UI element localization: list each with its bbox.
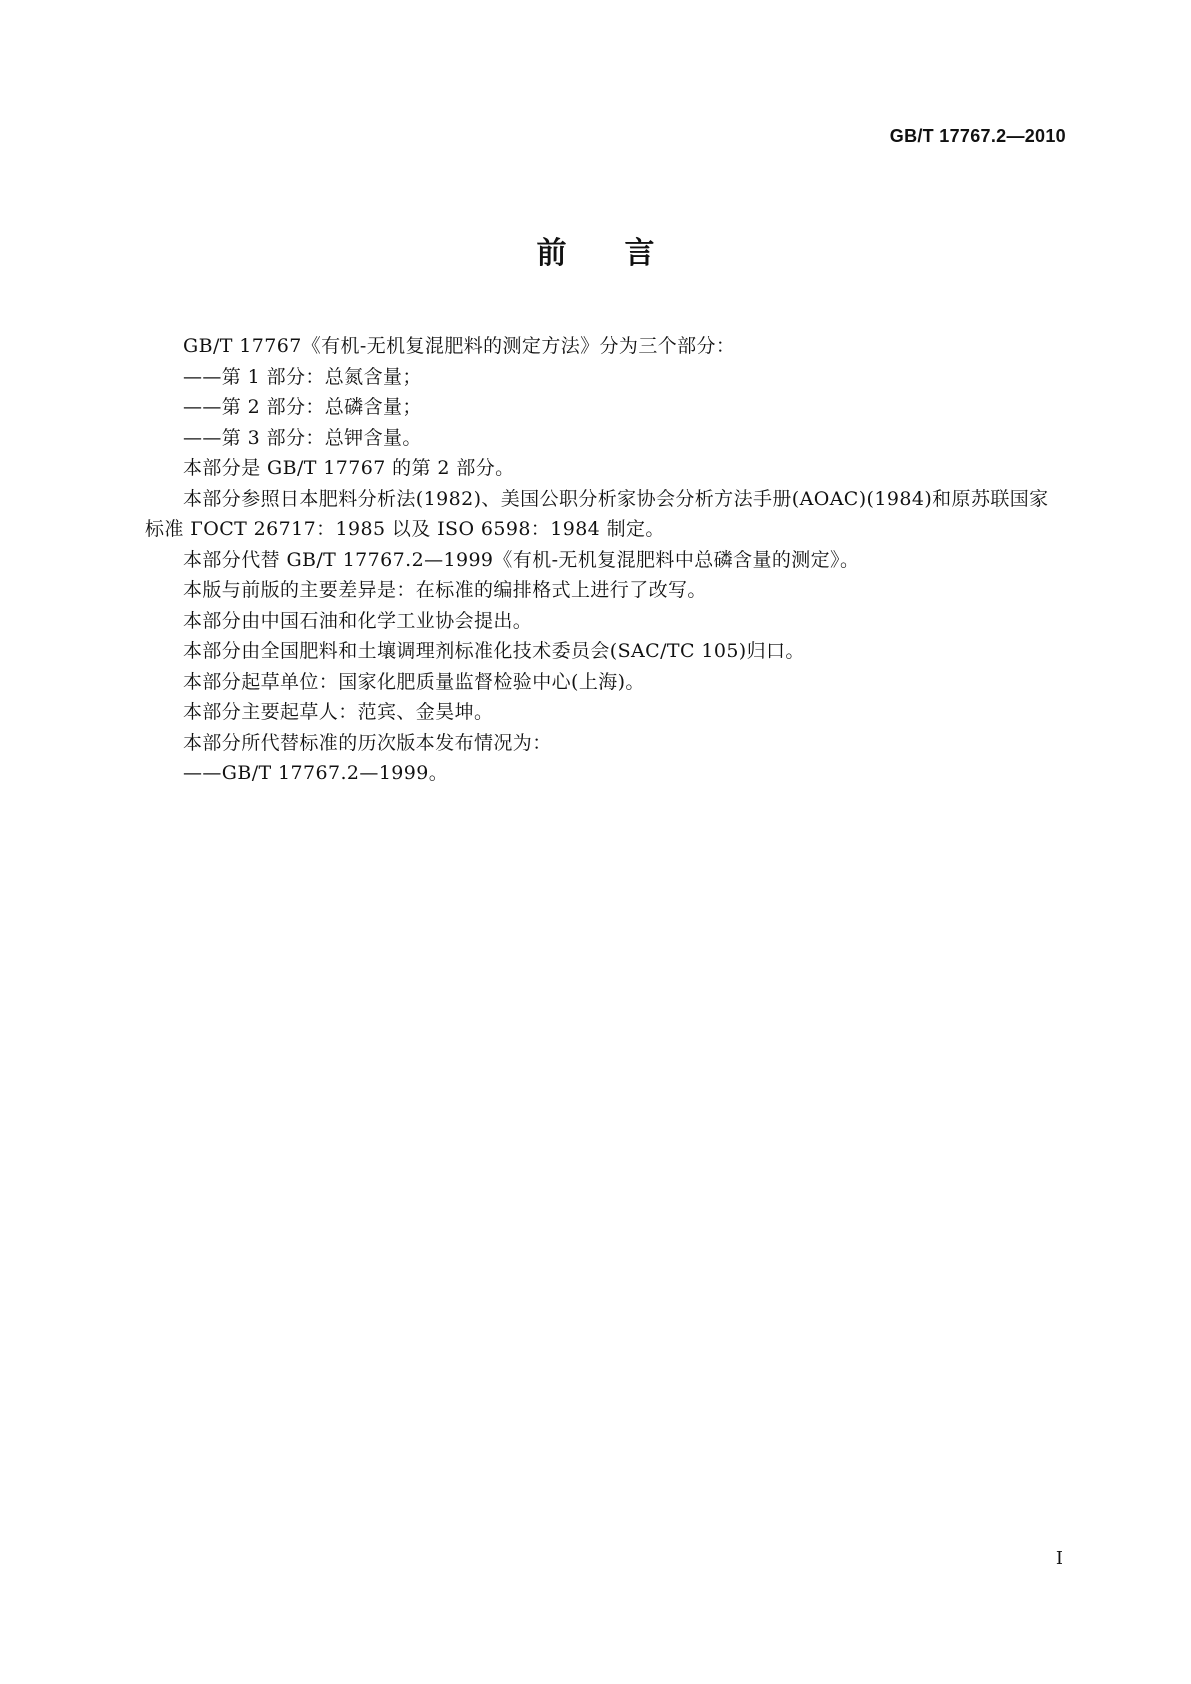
foreword-body — [145, 331, 1065, 789]
paragraph-history-intro: 本部分所代替标准的历次版本发布情况为： — [183, 731, 552, 754]
part-item-3: ——第 3 部分：总钾含量。 — [183, 426, 422, 449]
part-item-1: ——第 1 部分：总氮含量； — [183, 365, 422, 388]
paragraph-proposed-by: 本部分由中国石油和化学工业协会提出。 — [183, 609, 533, 632]
part-item-2: ——第 2 部分：总磷含量； — [183, 396, 422, 418]
paragraph-drafters: 本部分主要起草人：范宾、金昊坤。 — [183, 701, 494, 723]
paragraph-technical-committee: 本部分由全国肥料和土壤调理剂标准化技术委员会(SAC/TC 105)归口。 — [183, 640, 805, 662]
page-title: 前言 — [536, 236, 713, 271]
page-number: I — [1055, 1548, 1063, 1569]
paragraph-drafting-unit: 本部分起草单位：国家化肥质量监督检验中心(上海)。 — [183, 670, 645, 693]
standard-number: GB/T 17767.2—2010 — [889, 126, 1066, 146]
paragraph-differences: 本版与前版的主要差异是：在标准的编排格式上进行了改写。 — [183, 579, 707, 601]
paragraph-references: 本部分参照日本肥料分析法(1982)、美国公职分析家协会分析方法手册(AOAC)(1984)和原苏联国家标准 ГОСТ 26717：1985 以及 ISO 6598：1984 制定。 — [145, 487, 1049, 540]
intro-paragraph: GB/T 17767《有机-无机复混肥料的测定方法》分为三个部分： — [183, 335, 736, 357]
paragraph-part-statement: 本部分是 GB/T 17767 的第 2 部分。 — [183, 457, 515, 479]
paragraph-replaces: 本部分代替 GB/T 17767.2—1999《有机-无机复混肥料中总磷含量的测定》。 — [183, 548, 860, 571]
history-item-1: ——GB/T 17767.2—1999。 — [183, 762, 449, 784]
